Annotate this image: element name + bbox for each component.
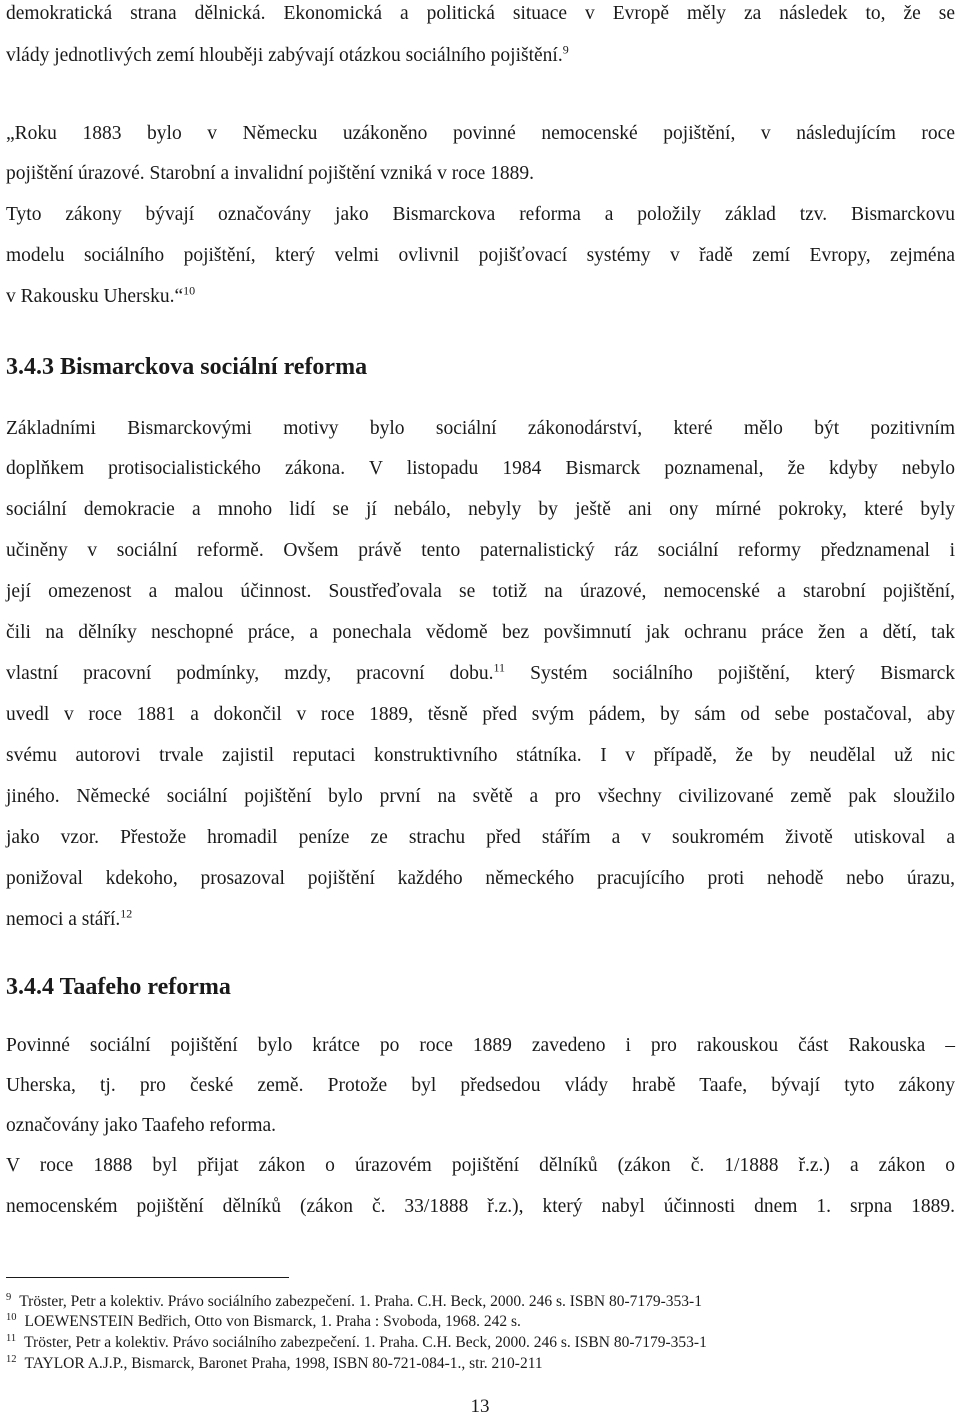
body-text-line [6,908,955,932]
body-text-line: nemocenském pojištění dělníků (zákon č. 33/1888 ř.z.), který nabyl účinnosti dnem 1. srpna 1889. [6,1196,955,1217]
body-text-line [6,44,955,68]
body-text-line: její omezenost a malou účinnost. Soustřeďovala se totiž na úrazové, nemocenské a starobní pojištění, [6,581,955,602]
footnote-text: Tröster, Petr a kolektiv. Právo sociálního zabezpečení. 1. Praha. C.H. Beck, 2000. 246 s. ISBN 80-7179-353-1 [24,1334,707,1351]
quote-line [6,285,955,309]
body-text-fragment: Systém sociálního pojištění, který Bismarck [530,663,955,684]
body-text-line: označovány jako Taafeho reforma. [6,1115,277,1136]
body-text-line: doplňkem protisocialistického zákona. V listopadu 1984 Bismarck poznamenal, že kdyby nebylo [6,458,955,479]
footnote-separator [6,1277,289,1278]
quote-line: Tyto zákony bývají označovány jako Bismarckova reforma a položily základ tzv. Bismarckovu [6,204,955,225]
quote-line: „Roku 1883 bylo v Německu uzákoněno povinné nemocenské pojištění, v následujícím roce [6,123,955,144]
footnote: 10 LOEWENSTEIN Bedřich, Otto von Bismarck, 1. Praha : Svoboda, 1968. 242 s. [6,1312,521,1330]
quote-line: pojištění úrazové. Starobní a invalidní pojištění vzniká v roce 1889. [6,163,535,184]
body-text-line: Základními Bismarckovými motivy bylo sociální zákonodárství, které mělo být pozitivním [6,418,955,439]
quote-line: modelu sociálního pojištění, který velmi ovlivnil pojišťovací systémy v řadě zemí Evropy, zejména [6,245,955,266]
footnote: 12 TAYLOR A.J.P., Bismarck, Baronet Praha, 1998, ISBN 80-721-084-1., str. 210-211 [6,1354,543,1372]
body-text-line: V roce 1888 byl přijat zákon o úrazovém pojištění dělníků (zákon č. 1/1888 ř.z.) a zákon o [6,1155,955,1176]
body-text-line: učiněny v sociální reformě. Ovšem právě tento paternalistický ráz sociální reformy předznamenal i [6,540,955,561]
footnote-text: LOEWENSTEIN Bedřich, Otto von Bismarck, 1. Praha : Svoboda, 1968. 242 s. [24,1313,521,1330]
footnote: 11 Tröster, Petr a kolektiv. Právo sociálního zabezpečení. 1. Praha. C.H. Beck, 2000. 246 s. ISBN 80-7179-353-1 [6,1333,707,1351]
section-heading: 3.4.3 Bismarckova sociální reforma [6,354,368,380]
body-text-fragment: vlády jednotlivých zemí hlouběji zabývají otázkou sociálního pojištění. [6,45,563,66]
body-text-line: jako vzor. Přestože hromadil peníze ze strachu před stářím a v soukromém životě utiskoval a [6,827,955,848]
body-text-line: demokratická strana dělnická. Ekonomická a politická situace v Evropě měly za následek to, že se [6,3,955,24]
footnote-text: Tröster, Petr a kolektiv. Právo sociálního zabezpečení. 1. Praha. C.H. Beck, 2000. 246 s. ISBN 80-7179-353-1 [19,1293,702,1310]
footnote-text: TAYLOR A.J.P., Bismarck, Baronet Praha, 1998, ISBN 80-721-084-1., str. 210-211 [24,1355,543,1372]
body-text-line: jiného. Německé sociální pojištění bylo první na světě a pro všechny civilizované země pak sloužilo [6,786,955,807]
body-text-line: uvedl v roce 1881 a dokončil v roce 1889, těsně před svým pádem, by sám od sebe postačoval, aby [6,704,955,725]
footnote-reference[interactable]: 11 [493,660,506,675]
body-text-fragment: nemoci a stáří. [6,909,121,930]
body-text-line: sociální demokracie a mnoho lidí se jí nebálo, nebyly by ještě ani ony mírné pokroky, které byly [6,499,955,520]
footnote-reference[interactable]: 12 [120,906,133,921]
body-text-line [6,662,955,686]
body-text-fragment: vlastní pracovní podmínky, mzdy, pracovní dobu. [6,663,494,684]
body-text-line: svému autorovi trvale zajistil reputaci konstruktivního státníka. I v případě, že by neudělal už nic [6,745,955,766]
body-text-line: ponižoval kdekoho, prosazoval pojištění každého německého pracujícího proti nehodě nebo úrazu, [6,868,955,889]
quote-fragment: v Rakousku Uhersku.“ [6,286,184,307]
section-heading: 3.4.4 Taafeho reforma [6,974,231,1000]
page-number: 13 [470,1396,490,1417]
footnote-reference[interactable]: 9 [562,42,569,57]
body-text-line: čili na dělníky neschopné práce, a ponechala vědomě bez povšimnutí jak ochranu práce žen a dětí, tak [6,622,955,643]
footnote-reference[interactable]: 10 [183,283,196,298]
body-text-line: Uherska, tj. pro české země. Protože byl předsedou vlády hrabě Taafe, bývají tyto zákony [6,1075,955,1096]
footnote: 9 Tröster, Petr a kolektiv. Právo sociálního zabezpečení. 1. Praha. C.H. Beck, 2000. 246 s. ISBN 80-7179-353-1 [6,1292,702,1310]
body-text-line: Povinné sociální pojištění bylo krátce po roce 1889 zavedeno i pro rakouskou část Rakouska – [6,1035,955,1056]
